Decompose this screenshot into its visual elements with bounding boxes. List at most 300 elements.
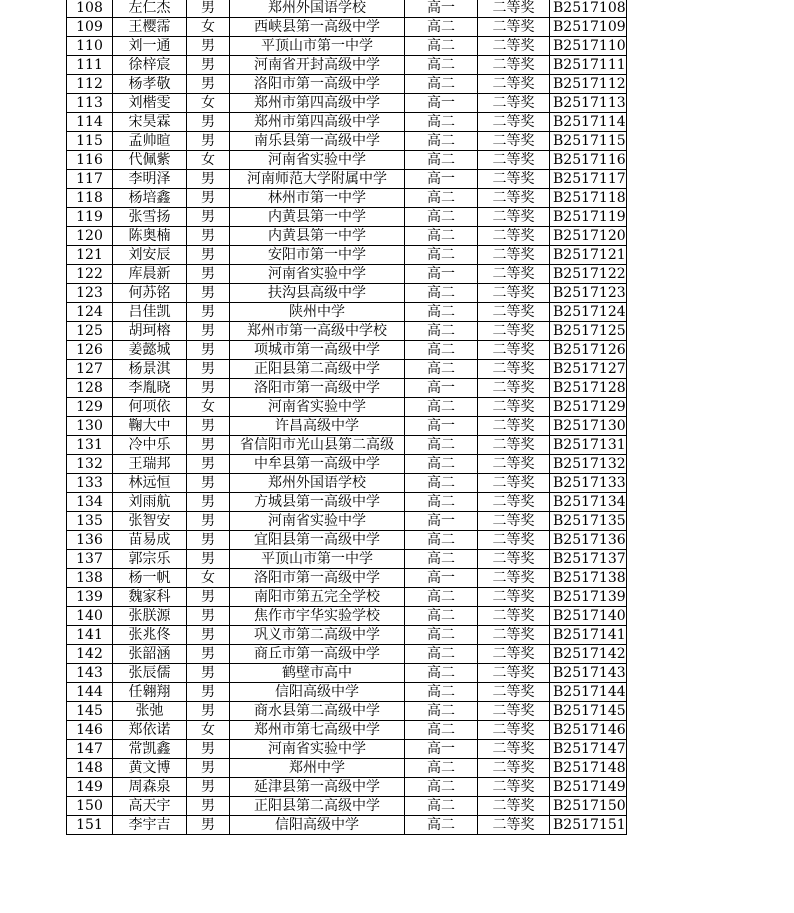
grade-cell: 高二 — [405, 246, 478, 265]
certificate-number-cell: B2517118 — [550, 189, 627, 208]
school-name-cell: 南乐县第一高级中学 — [230, 132, 405, 151]
student-name-cell: 王樱霈 — [113, 18, 187, 37]
table-row — [67, 740, 627, 759]
award-level-cell: 二等奖 — [478, 588, 550, 607]
grade-cell: 高二 — [405, 341, 478, 360]
student-name-cell: 郭宗乐 — [113, 550, 187, 569]
student-name-cell: 陈奥楠 — [113, 227, 187, 246]
award-level-cell: 二等奖 — [478, 759, 550, 778]
school-name-cell: 河南省实验中学 — [230, 398, 405, 417]
table-row — [67, 816, 627, 835]
student-name-cell: 常凯鑫 — [113, 740, 187, 759]
student-name-cell: 李胤晓 — [113, 379, 187, 398]
gender-cell: 女 — [187, 721, 230, 740]
gender-cell: 男 — [187, 436, 230, 455]
rank-number-cell: 147 — [67, 740, 113, 759]
school-name-cell: 巩义市第二高级中学 — [230, 626, 405, 645]
certificate-number-cell: B2517143 — [550, 664, 627, 683]
student-name-cell: 姜懿城 — [113, 341, 187, 360]
gender-cell: 男 — [187, 227, 230, 246]
award-level-cell: 二等奖 — [478, 436, 550, 455]
award-level-cell: 二等奖 — [478, 474, 550, 493]
rank-number-cell: 116 — [67, 151, 113, 170]
award-level-cell: 二等奖 — [478, 550, 550, 569]
table-row — [67, 246, 627, 265]
award-level-cell: 二等奖 — [478, 360, 550, 379]
award-level-cell: 二等奖 — [478, 778, 550, 797]
grade-cell: 高二 — [405, 816, 478, 835]
student-name-cell: 张雪扬 — [113, 208, 187, 227]
student-name-cell: 周森泉 — [113, 778, 187, 797]
student-name-cell: 张朕源 — [113, 607, 187, 626]
table-row — [67, 132, 627, 151]
gender-cell: 男 — [187, 208, 230, 227]
gender-cell: 男 — [187, 303, 230, 322]
student-name-cell: 刘一通 — [113, 37, 187, 56]
school-name-cell: 郑州外国语学校 — [230, 0, 405, 18]
school-name-cell: 郑州市第七高级中学 — [230, 721, 405, 740]
table-row — [67, 664, 627, 683]
certificate-number-cell: B2517130 — [550, 417, 627, 436]
certificate-number-cell: B2517149 — [550, 778, 627, 797]
gender-cell: 男 — [187, 493, 230, 512]
rank-number-cell: 117 — [67, 170, 113, 189]
award-level-cell: 二等奖 — [478, 246, 550, 265]
gender-cell: 男 — [187, 683, 230, 702]
student-name-cell: 何苏铭 — [113, 284, 187, 303]
award-level-cell: 二等奖 — [478, 265, 550, 284]
school-name-cell: 河南省实验中学 — [230, 265, 405, 284]
rank-number-cell: 121 — [67, 246, 113, 265]
certificate-number-cell: B2517123 — [550, 284, 627, 303]
certificate-number-cell: B2517137 — [550, 550, 627, 569]
grade-cell: 高二 — [405, 607, 478, 626]
grade-cell: 高一 — [405, 417, 478, 436]
gender-cell: 女 — [187, 18, 230, 37]
award-level-cell: 二等奖 — [478, 797, 550, 816]
gender-cell: 男 — [187, 284, 230, 303]
rank-number-cell: 111 — [67, 56, 113, 75]
school-name-cell: 商丘市第一高级中学 — [230, 645, 405, 664]
table-row — [67, 18, 627, 37]
table-row — [67, 151, 627, 170]
grade-cell: 高二 — [405, 645, 478, 664]
table-row — [67, 645, 627, 664]
school-name-cell: 许昌高级中学 — [230, 417, 405, 436]
table-row — [67, 56, 627, 75]
student-name-cell: 魏家科 — [113, 588, 187, 607]
award-list-body — [67, 0, 627, 835]
rank-number-cell: 133 — [67, 474, 113, 493]
rank-number-cell: 126 — [67, 341, 113, 360]
award-level-cell: 二等奖 — [478, 379, 550, 398]
gender-cell: 男 — [187, 417, 230, 436]
gender-cell: 男 — [187, 113, 230, 132]
table-row — [67, 778, 627, 797]
rank-number-cell: 114 — [67, 113, 113, 132]
certificate-number-cell: B2517135 — [550, 512, 627, 531]
grade-cell: 高一 — [405, 265, 478, 284]
certificate-number-cell: B2517128 — [550, 379, 627, 398]
student-name-cell: 张辰儒 — [113, 664, 187, 683]
school-name-cell: 扶沟县高级中学 — [230, 284, 405, 303]
grade-cell: 高二 — [405, 360, 478, 379]
school-name-cell: 西峡县第一高级中学 — [230, 18, 405, 37]
school-name-cell: 中牟县第一高级中学 — [230, 455, 405, 474]
school-name-cell: 河南省实验中学 — [230, 151, 405, 170]
gender-cell: 男 — [187, 664, 230, 683]
school-name-cell: 商水县第二高级中学 — [230, 702, 405, 721]
award-level-cell: 二等奖 — [478, 512, 550, 531]
rank-number-cell: 118 — [67, 189, 113, 208]
award-level-cell: 二等奖 — [478, 284, 550, 303]
award-level-cell: 二等奖 — [478, 664, 550, 683]
grade-cell: 高二 — [405, 37, 478, 56]
student-name-cell: 刘楷雯 — [113, 94, 187, 113]
gender-cell: 男 — [187, 512, 230, 531]
award-level-cell: 二等奖 — [478, 607, 550, 626]
award-level-cell: 二等奖 — [478, 816, 550, 835]
certificate-number-cell: B2517108 — [550, 0, 627, 18]
grade-cell: 高二 — [405, 208, 478, 227]
grade-cell: 高二 — [405, 531, 478, 550]
grade-cell: 高一 — [405, 569, 478, 588]
certificate-number-cell: B2517142 — [550, 645, 627, 664]
certificate-number-cell: B2517122 — [550, 265, 627, 284]
rank-number-cell: 113 — [67, 94, 113, 113]
certificate-number-cell: B2517146 — [550, 721, 627, 740]
student-name-cell: 杨景淇 — [113, 360, 187, 379]
award-level-cell: 二等奖 — [478, 56, 550, 75]
award-level-cell: 二等奖 — [478, 398, 550, 417]
award-level-cell: 二等奖 — [478, 0, 550, 18]
gender-cell: 男 — [187, 75, 230, 94]
award-level-cell: 二等奖 — [478, 645, 550, 664]
school-name-cell: 鹤壁市高中 — [230, 664, 405, 683]
rank-number-cell: 122 — [67, 265, 113, 284]
grade-cell: 高二 — [405, 702, 478, 721]
school-name-cell: 方城县第一高级中学 — [230, 493, 405, 512]
rank-number-cell: 124 — [67, 303, 113, 322]
rank-number-cell: 123 — [67, 284, 113, 303]
award-level-cell: 二等奖 — [478, 18, 550, 37]
table-row — [67, 588, 627, 607]
student-name-cell: 徐梓宸 — [113, 56, 187, 75]
table-row — [67, 607, 627, 626]
student-name-cell: 刘雨航 — [113, 493, 187, 512]
grade-cell: 高二 — [405, 778, 478, 797]
rank-number-cell: 151 — [67, 816, 113, 835]
school-name-cell: 宜阳县第一高级中学 — [230, 531, 405, 550]
student-name-cell: 林远恒 — [113, 474, 187, 493]
gender-cell: 男 — [187, 132, 230, 151]
grade-cell: 高一 — [405, 0, 478, 18]
student-name-cell: 张智安 — [113, 512, 187, 531]
student-name-cell: 库晨新 — [113, 265, 187, 284]
certificate-number-cell: B2517116 — [550, 151, 627, 170]
table-row — [67, 189, 627, 208]
gender-cell: 女 — [187, 151, 230, 170]
certificate-number-cell: B2517148 — [550, 759, 627, 778]
award-level-cell: 二等奖 — [478, 113, 550, 132]
school-name-cell: 内黄县第一中学 — [230, 208, 405, 227]
award-level-cell: 二等奖 — [478, 493, 550, 512]
table-row — [67, 721, 627, 740]
gender-cell: 男 — [187, 797, 230, 816]
table-row — [67, 569, 627, 588]
grade-cell: 高二 — [405, 227, 478, 246]
award-list-table — [66, 0, 627, 835]
grade-cell: 高二 — [405, 550, 478, 569]
school-name-cell: 内黄县第一中学 — [230, 227, 405, 246]
grade-cell: 高二 — [405, 132, 478, 151]
rank-number-cell: 109 — [67, 18, 113, 37]
gender-cell: 男 — [187, 37, 230, 56]
table-row — [67, 455, 627, 474]
certificate-number-cell: B2517124 — [550, 303, 627, 322]
grade-cell: 高二 — [405, 588, 478, 607]
student-name-cell: 左仁杰 — [113, 0, 187, 18]
school-name-cell: 平顶山市第一中学 — [230, 37, 405, 56]
school-name-cell: 郑州市第四高级中学 — [230, 94, 405, 113]
award-level-cell: 二等奖 — [478, 702, 550, 721]
rank-number-cell: 115 — [67, 132, 113, 151]
award-level-cell: 二等奖 — [478, 170, 550, 189]
award-level-cell: 二等奖 — [478, 531, 550, 550]
award-level-cell: 二等奖 — [478, 227, 550, 246]
gender-cell: 男 — [187, 474, 230, 493]
certificate-number-cell: B2517127 — [550, 360, 627, 379]
certificate-number-cell: B2517131 — [550, 436, 627, 455]
award-level-cell: 二等奖 — [478, 322, 550, 341]
student-name-cell: 孟帅暄 — [113, 132, 187, 151]
student-name-cell: 任翱翔 — [113, 683, 187, 702]
table-row — [67, 265, 627, 284]
gender-cell: 男 — [187, 550, 230, 569]
student-name-cell: 吕佳凯 — [113, 303, 187, 322]
rank-number-cell: 134 — [67, 493, 113, 512]
grade-cell: 高二 — [405, 151, 478, 170]
student-name-cell: 代佩紫 — [113, 151, 187, 170]
certificate-number-cell: B2517112 — [550, 75, 627, 94]
gender-cell: 男 — [187, 322, 230, 341]
school-name-cell: 南阳市第五完全学校 — [230, 588, 405, 607]
gender-cell: 女 — [187, 569, 230, 588]
gender-cell: 女 — [187, 398, 230, 417]
table-row — [67, 702, 627, 721]
award-level-cell: 二等奖 — [478, 569, 550, 588]
certificate-number-cell: B2517119 — [550, 208, 627, 227]
grade-cell: 高二 — [405, 683, 478, 702]
student-name-cell: 刘安辰 — [113, 246, 187, 265]
gender-cell: 男 — [187, 455, 230, 474]
table-row — [67, 113, 627, 132]
table-row — [67, 37, 627, 56]
rank-number-cell: 143 — [67, 664, 113, 683]
rank-number-cell: 129 — [67, 398, 113, 417]
student-name-cell: 黄文博 — [113, 759, 187, 778]
gender-cell: 男 — [187, 189, 230, 208]
certificate-number-cell: B2517109 — [550, 18, 627, 37]
rank-number-cell: 142 — [67, 645, 113, 664]
award-level-cell: 二等奖 — [478, 151, 550, 170]
grade-cell: 高二 — [405, 759, 478, 778]
school-name-cell: 河南省实验中学 — [230, 740, 405, 759]
rank-number-cell: 119 — [67, 208, 113, 227]
certificate-number-cell: B2517113 — [550, 94, 627, 113]
certificate-number-cell: B2517115 — [550, 132, 627, 151]
table-row — [67, 75, 627, 94]
gender-cell: 男 — [187, 740, 230, 759]
table-row — [67, 170, 627, 189]
school-name-cell: 正阳县第二高级中学 — [230, 360, 405, 379]
school-name-cell: 林州市第一中学 — [230, 189, 405, 208]
school-name-cell: 洛阳市第一高级中学 — [230, 379, 405, 398]
certificate-number-cell: B2517136 — [550, 531, 627, 550]
certificate-number-cell: B2517140 — [550, 607, 627, 626]
gender-cell: 男 — [187, 645, 230, 664]
grade-cell: 高二 — [405, 113, 478, 132]
certificate-number-cell: B2517126 — [550, 341, 627, 360]
grade-cell: 高二 — [405, 664, 478, 683]
gender-cell: 女 — [187, 94, 230, 113]
student-name-cell: 杨培鑫 — [113, 189, 187, 208]
award-level-cell: 二等奖 — [478, 417, 550, 436]
student-name-cell: 王瑞邦 — [113, 455, 187, 474]
grade-cell: 高一 — [405, 379, 478, 398]
award-level-cell: 二等奖 — [478, 683, 550, 702]
rank-number-cell: 135 — [67, 512, 113, 531]
certificate-number-cell: B2517110 — [550, 37, 627, 56]
rank-number-cell: 150 — [67, 797, 113, 816]
certificate-number-cell: B2517133 — [550, 474, 627, 493]
award-level-cell: 二等奖 — [478, 455, 550, 474]
gender-cell: 男 — [187, 360, 230, 379]
award-level-cell: 二等奖 — [478, 75, 550, 94]
table-row — [67, 493, 627, 512]
student-name-cell: 胡珂榕 — [113, 322, 187, 341]
gender-cell: 男 — [187, 265, 230, 284]
school-name-cell: 郑州外国语学校 — [230, 474, 405, 493]
grade-cell: 高二 — [405, 455, 478, 474]
school-name-cell: 陕州中学 — [230, 303, 405, 322]
certificate-number-cell: B2517114 — [550, 113, 627, 132]
rank-number-cell: 128 — [67, 379, 113, 398]
gender-cell: 男 — [187, 246, 230, 265]
table-row — [67, 360, 627, 379]
grade-cell: 高二 — [405, 626, 478, 645]
rank-number-cell: 149 — [67, 778, 113, 797]
gender-cell: 男 — [187, 170, 230, 189]
gender-cell: 男 — [187, 626, 230, 645]
rank-number-cell: 136 — [67, 531, 113, 550]
school-name-cell: 河南省开封高级中学 — [230, 56, 405, 75]
school-name-cell: 信阳高级中学 — [230, 816, 405, 835]
rank-number-cell: 120 — [67, 227, 113, 246]
gender-cell: 男 — [187, 56, 230, 75]
gender-cell: 男 — [187, 816, 230, 835]
student-name-cell: 李明泽 — [113, 170, 187, 189]
gender-cell: 男 — [187, 702, 230, 721]
certificate-number-cell: B2517117 — [550, 170, 627, 189]
rank-number-cell: 110 — [67, 37, 113, 56]
student-name-cell: 张弛 — [113, 702, 187, 721]
gender-cell: 男 — [187, 607, 230, 626]
grade-cell: 高二 — [405, 18, 478, 37]
table-row — [67, 379, 627, 398]
rank-number-cell: 141 — [67, 626, 113, 645]
certificate-number-cell: B2517111 — [550, 56, 627, 75]
table-row — [67, 436, 627, 455]
certificate-number-cell: B2517134 — [550, 493, 627, 512]
rank-number-cell: 137 — [67, 550, 113, 569]
school-name-cell: 平顶山市第一中学 — [230, 550, 405, 569]
table-row — [67, 322, 627, 341]
certificate-number-cell: B2517129 — [550, 398, 627, 417]
grade-cell: 高一 — [405, 512, 478, 531]
table-row — [67, 341, 627, 360]
grade-cell: 高二 — [405, 474, 478, 493]
certificate-number-cell: B2517139 — [550, 588, 627, 607]
certificate-number-cell: B2517151 — [550, 816, 627, 835]
award-level-cell: 二等奖 — [478, 132, 550, 151]
student-name-cell: 宋昊霖 — [113, 113, 187, 132]
school-name-cell: 省信阳市光山县第二高级 — [230, 436, 405, 455]
table-row — [67, 227, 627, 246]
grade-cell: 高二 — [405, 398, 478, 417]
certificate-number-cell: B2517132 — [550, 455, 627, 474]
table-row — [67, 474, 627, 493]
rank-number-cell: 132 — [67, 455, 113, 474]
grade-cell: 高二 — [405, 189, 478, 208]
rank-number-cell: 148 — [67, 759, 113, 778]
grade-cell: 高一 — [405, 740, 478, 759]
gender-cell: 男 — [187, 531, 230, 550]
award-level-cell: 二等奖 — [478, 94, 550, 113]
school-name-cell: 焦作市宇华实验学校 — [230, 607, 405, 626]
grade-cell: 高二 — [405, 75, 478, 94]
student-name-cell: 李宇吉 — [113, 816, 187, 835]
table-row — [67, 550, 627, 569]
grade-cell: 高一 — [405, 94, 478, 113]
table-row — [67, 303, 627, 322]
grade-cell: 高二 — [405, 322, 478, 341]
school-name-cell: 延津县第一高级中学 — [230, 778, 405, 797]
student-name-cell: 何项依 — [113, 398, 187, 417]
grade-cell: 高二 — [405, 721, 478, 740]
table-row — [67, 284, 627, 303]
table-row — [67, 398, 627, 417]
student-name-cell: 冷中乐 — [113, 436, 187, 455]
table-row — [67, 626, 627, 645]
certificate-number-cell: B2517147 — [550, 740, 627, 759]
certificate-number-cell: B2517120 — [550, 227, 627, 246]
grade-cell: 高二 — [405, 493, 478, 512]
school-name-cell: 洛阳市第一高级中学 — [230, 569, 405, 588]
table-row — [67, 417, 627, 436]
table-row — [67, 797, 627, 816]
rank-number-cell: 131 — [67, 436, 113, 455]
rank-number-cell: 125 — [67, 322, 113, 341]
rank-number-cell: 144 — [67, 683, 113, 702]
gender-cell: 男 — [187, 341, 230, 360]
rank-number-cell: 146 — [67, 721, 113, 740]
grade-cell: 高一 — [405, 170, 478, 189]
grade-cell: 高二 — [405, 303, 478, 322]
student-name-cell: 鞠大中 — [113, 417, 187, 436]
gender-cell: 男 — [187, 379, 230, 398]
award-level-cell: 二等奖 — [478, 208, 550, 227]
